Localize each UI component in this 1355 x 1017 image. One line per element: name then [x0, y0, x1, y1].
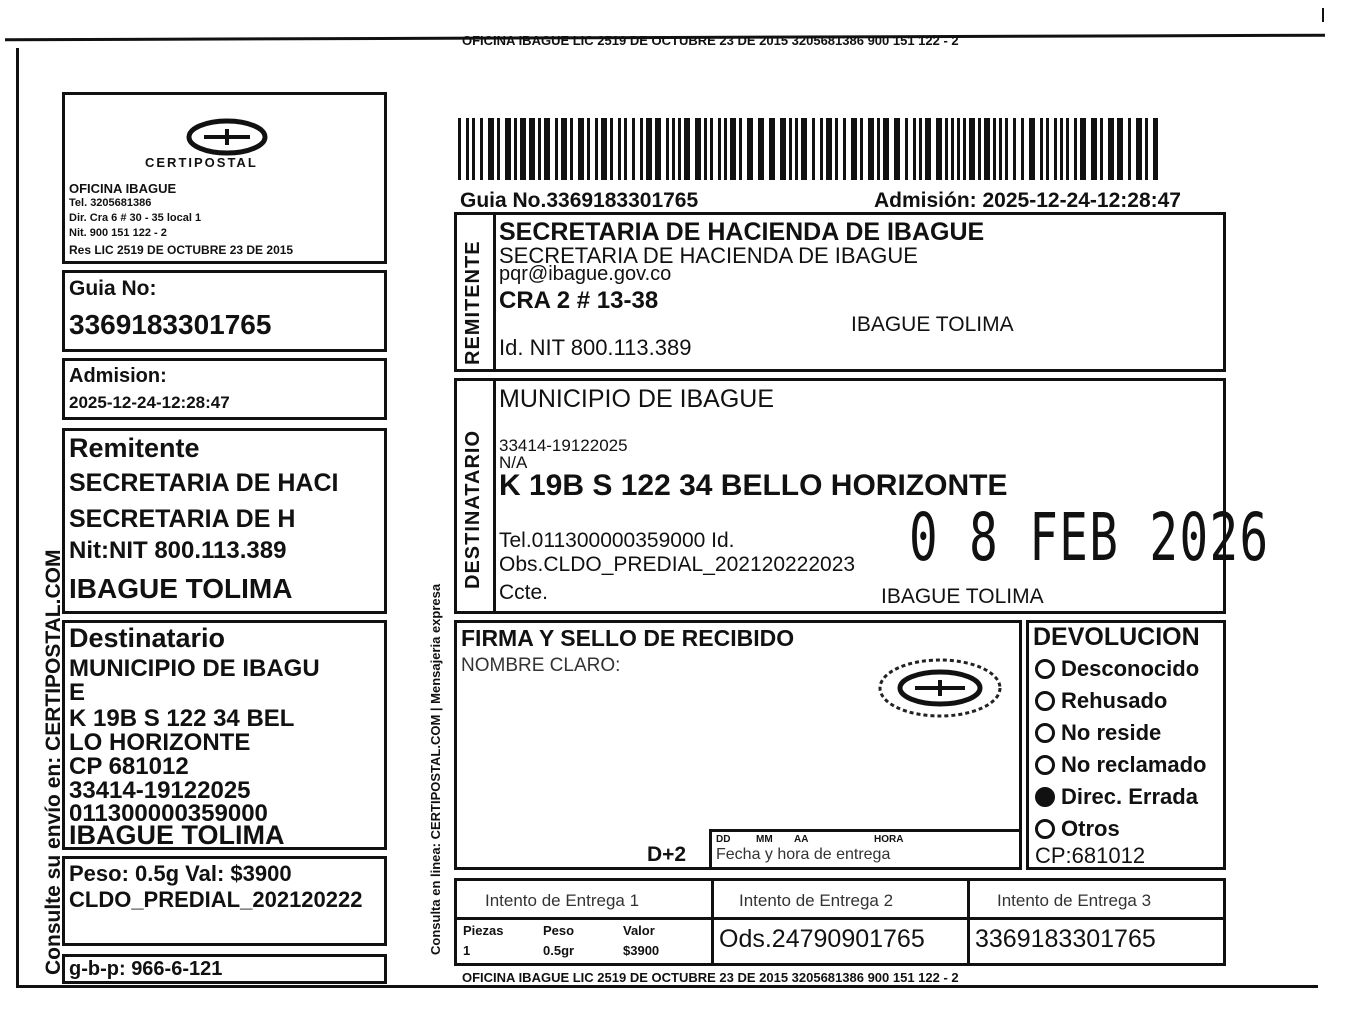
left-remitente-city: IBAGUE TOLIMA	[69, 573, 293, 604]
date-stamp: 0 8 FEB 2026	[909, 499, 1270, 576]
left-admision-label: Admision:	[69, 365, 167, 387]
barcode-bar	[1054, 118, 1057, 180]
left-dest-line3: K 19B S 122 34 BEL	[69, 705, 295, 732]
valor-label: Valor	[623, 923, 655, 938]
left-remitente-nit: Nit:NIT 800.113.389	[69, 537, 287, 564]
barcode-bar	[1108, 118, 1114, 180]
fecha-dd: DD	[716, 834, 731, 845]
side-consulta-linea-text: Consulta en linea: CERTIPOSTAL.COM | Mensajeria expresa	[428, 583, 443, 955]
radio-circle-icon	[1035, 659, 1055, 679]
ods-number: Ods.24790901765	[719, 925, 925, 953]
barcode-bar	[724, 118, 727, 180]
radio-circle-icon	[1035, 723, 1055, 743]
left-admision-value: 2025-12-24-12:28:47	[69, 393, 230, 412]
barcode-bar	[826, 118, 832, 180]
right-dest-ccte: Ccte.	[499, 581, 549, 604]
office-tel: Tel. 3205681386	[69, 197, 152, 209]
left-dest-line8: IBAGUE TOLIMA	[69, 820, 285, 850]
barcode-bar	[587, 118, 590, 180]
nombre-claro-label: NOMBRE CLARO:	[461, 655, 621, 676]
barcode-bar	[505, 118, 511, 180]
barcode-bar	[610, 118, 613, 180]
left-dest-line6: 33414-19122025	[69, 777, 251, 804]
barcode	[458, 118, 1158, 180]
office-res: Res LIC 2519 DE OCTUBRE 23 DE 2015	[69, 243, 294, 257]
barcode-bar	[1091, 118, 1097, 180]
firma-title: FIRMA Y SELLO DE RECIBIDO	[461, 625, 795, 651]
radio-filled-icon	[1035, 787, 1055, 807]
remitente-vertical-label: REMITENTE	[462, 240, 484, 365]
right-dest-obs: Obs.CLDO_PREDIAL_202120222023	[499, 553, 856, 576]
barcode-bar	[984, 118, 990, 180]
right-rem-city: IBAGUE TOLIMA	[851, 313, 1014, 336]
right-rem-email: pqr@ibague.gov.co	[499, 263, 672, 285]
intentos-box	[454, 878, 1226, 966]
left-guia-box	[62, 270, 387, 352]
intento-3: Intento de Entrega 3	[997, 891, 1152, 910]
barcode-bar	[555, 118, 558, 180]
barcode-bar	[999, 118, 1002, 180]
left-remitente-line1: SECRETARIA DE HACI	[69, 469, 339, 497]
right-remitente-box	[454, 212, 1226, 372]
devolucion-option-rehusado[interactable]: Rehusado	[1035, 685, 1207, 717]
barcode-bar	[969, 118, 975, 180]
barcode-bar	[758, 118, 764, 180]
barcode-bar	[851, 118, 857, 180]
office-dir: Dir. Cra 6 # 30 - 35 local 1	[69, 212, 202, 224]
barcode-bar	[1021, 118, 1024, 180]
radio-circle-icon	[1035, 755, 1055, 775]
office-name: OFICINA IBAGUE	[69, 181, 177, 196]
barcode-bar	[1005, 118, 1008, 180]
left-dest-title: Destinatario	[69, 623, 226, 653]
left-dest-line7: 011300000359000	[69, 800, 268, 827]
left-admision-box	[62, 358, 387, 420]
left-dest-line4: LO HORIZONTE	[69, 729, 251, 756]
left-gbp: g-b-p: 966-6-121	[69, 958, 223, 980]
barcode-bar	[883, 118, 889, 180]
barcode-bar	[993, 118, 996, 180]
certipostal-logo-icon	[182, 117, 272, 157]
left-remitente-line2: SECRETARIA DE H	[69, 505, 296, 533]
barcode-bar	[595, 118, 598, 180]
right-dest-tel: Tel.011300000359000 Id.	[499, 529, 735, 552]
radio-circle-icon	[1035, 819, 1055, 839]
barcode-bar	[718, 118, 721, 180]
barcode-bar	[795, 118, 798, 180]
barcode-bar	[739, 118, 742, 180]
barcode-bar	[868, 118, 874, 180]
barcode-bar	[529, 118, 535, 180]
barcode-bar	[655, 118, 661, 180]
office-box	[62, 92, 387, 264]
bottom-border-line	[18, 985, 1318, 988]
barcode-bar	[472, 118, 475, 180]
right-border-line	[1322, 8, 1324, 22]
barcode-bar	[957, 118, 960, 180]
barcode-bar	[578, 118, 584, 180]
barcode-bar	[919, 118, 922, 180]
devolucion-option-otros[interactable]: Otros	[1035, 813, 1207, 845]
fecha-mm: MM	[756, 834, 773, 845]
barcode-bar	[812, 118, 815, 180]
peso-label: Peso	[543, 923, 575, 938]
left-destinatario-box	[62, 620, 387, 850]
barcode-bar	[1060, 118, 1063, 180]
devolucion-option-no-reside[interactable]: No reside	[1035, 717, 1207, 749]
barcode-bar	[544, 118, 550, 180]
barcode-bar	[835, 118, 838, 180]
barcode-bar	[488, 118, 494, 180]
fecha-label: Fecha y hora de entrega	[716, 846, 891, 863]
barcode-bar	[769, 118, 775, 180]
barcode-bar	[945, 118, 948, 180]
devolucion-option-direc-errada[interactable]: Direc. Errada	[1035, 781, 1207, 813]
barcode-bar	[497, 118, 500, 180]
left-border-line	[16, 48, 19, 988]
barcode-bar	[520, 118, 526, 180]
seal-stamp-icon	[875, 653, 1005, 723]
barcode-bar	[1128, 118, 1131, 180]
piezas-value: 1	[463, 943, 471, 958]
destinatario-vertical-label: DESTINATARIO	[462, 429, 484, 589]
barcode-bar	[561, 118, 567, 180]
barcode-bar	[640, 118, 643, 180]
devolucion-cp: CP:681012	[1035, 843, 1146, 868]
right-guia: Guia No.3369183301765	[460, 189, 699, 212]
fecha-hora: HORA	[874, 834, 904, 845]
barcode-bar	[1066, 118, 1069, 180]
barcode-bar	[710, 118, 713, 180]
right-rem-name: SECRETARIA DE HACIENDA DE IBAGUE	[499, 218, 985, 246]
fecha-aa: AA	[794, 834, 809, 845]
right-rem-id: Id. NIT 800.113.389	[499, 335, 692, 360]
left-peso-box	[62, 856, 387, 946]
left-remitente-title: Remitente	[69, 433, 200, 463]
barcode-bar	[601, 118, 607, 180]
barcode-bar	[747, 118, 753, 180]
barcode-bar	[458, 118, 461, 180]
right-dest-addr: K 19B S 122 34 BELLO HORIZONTE	[499, 469, 1008, 502]
left-guia-label: Guia No:	[69, 277, 157, 300]
right-admision: Admisión: 2025-12-24-12:28:47	[874, 189, 1181, 212]
barcode-bar	[936, 118, 942, 180]
barcode-bar	[632, 118, 635, 180]
right-dest-name: MUNICIPIO DE IBAGUE	[499, 385, 775, 413]
barcode-bar	[618, 118, 621, 180]
right-destinatario-box	[454, 378, 1270, 614]
barcode-bar	[951, 118, 954, 180]
barcode-bar	[1117, 118, 1123, 180]
firma-box	[454, 620, 1022, 870]
barcode-bar	[913, 118, 916, 180]
barcode-bar	[1153, 118, 1158, 180]
devolucion-option-desconocido[interactable]: Desconocido	[1035, 653, 1207, 685]
barcode-bar	[514, 118, 517, 180]
barcode-bar	[1145, 118, 1148, 180]
barcode-bar	[780, 118, 786, 180]
barcode-bar	[820, 118, 823, 180]
office-nit: Nit. 900 151 122 - 2	[69, 227, 167, 239]
barcode-bar	[801, 118, 807, 180]
left-dest-line2: E	[69, 679, 86, 706]
header-text: OFICINA IBAGUE LIC 2519 DE OCTUBRE 23 DE 2015 3205681386 900 151 122 - 2	[462, 33, 959, 48]
barcode-bar	[538, 118, 541, 180]
barcode-bar	[1080, 118, 1086, 180]
barcode-bar	[466, 118, 469, 180]
footer-text: OFICINA IBAGUE LIC 2519 DE OCTUBRE 23 DE 2015 3205681386 900 151 122 - 2	[462, 970, 959, 985]
right-dest-city: IBAGUE TOLIMA	[881, 585, 1044, 608]
intento-1: Intento de Entrega 1	[485, 891, 640, 910]
left-guia-value: 3369183301765	[69, 309, 272, 340]
valor-value: $3900	[623, 943, 660, 958]
dmas-label: D+2	[647, 843, 687, 866]
barcode-bar	[963, 118, 966, 180]
devolucion-option-no-reclamado[interactable]: No reclamado	[1035, 749, 1207, 781]
left-dest-line1: MUNICIPIO DE IBAGU	[69, 655, 320, 682]
barcode-bar	[1029, 118, 1035, 180]
logo-text: CERTIPOSTAL	[145, 155, 258, 170]
barcode-bar	[666, 118, 669, 180]
barcode-bar	[570, 118, 573, 180]
right-dest-na: N/A	[499, 453, 528, 472]
radio-circle-icon	[1035, 691, 1055, 711]
barcode-bar	[905, 118, 908, 180]
devolucion-box	[1026, 620, 1226, 870]
barcode-bar	[925, 118, 931, 180]
barcode-bar	[1100, 118, 1103, 180]
barcode-bar	[1136, 118, 1142, 180]
barcode-bar	[894, 118, 900, 180]
fecha-box	[709, 829, 1019, 869]
barcode-bar	[978, 118, 981, 180]
right-rem-name2: SECRETARIA DE HACIENDA DE IBAGUE	[499, 243, 918, 268]
barcode-bar	[730, 118, 736, 180]
barcode-bar	[704, 118, 707, 180]
barcode-bar	[843, 118, 846, 180]
barcode-bar	[1040, 118, 1043, 180]
left-dest-line5: CP 681012	[69, 753, 189, 780]
barcode-bar	[1074, 118, 1077, 180]
barcode-bar	[695, 118, 701, 180]
barcode-bar	[672, 118, 675, 180]
barcode-bar	[624, 118, 627, 180]
right-rem-addr: CRA 2 # 13-38	[499, 287, 659, 314]
left-remitente-box	[62, 428, 387, 614]
piezas-label: Piezas	[463, 923, 504, 938]
left-obs-line: CLDO_PREDIAL_202120222	[69, 887, 363, 912]
right-dest-ref: 33414-19122025	[499, 436, 628, 455]
barcode-bar	[480, 118, 483, 180]
barcode-bar	[1046, 118, 1049, 180]
side-consulte-text: Consulte su envío en: CERTIPOSTAL.COM	[42, 549, 65, 975]
barcode-bar	[678, 118, 681, 180]
barcode-bar	[1013, 118, 1016, 180]
barcode-bar	[860, 118, 863, 180]
intento-2: Intento de Entrega 2	[739, 891, 894, 910]
barcode-bar	[646, 118, 652, 180]
devolucion-title: DEVOLUCION	[1033, 623, 1200, 651]
left-peso-line: Peso: 0.5g Val: $3900	[69, 861, 292, 886]
left-gbp-box	[62, 954, 387, 984]
barcode-bar	[789, 118, 792, 180]
barcode-bar	[684, 118, 690, 180]
peso-value: 0.5gr	[543, 943, 575, 958]
barcode-bar	[877, 118, 880, 180]
guia-bottom: 3369183301765	[975, 925, 1156, 953]
